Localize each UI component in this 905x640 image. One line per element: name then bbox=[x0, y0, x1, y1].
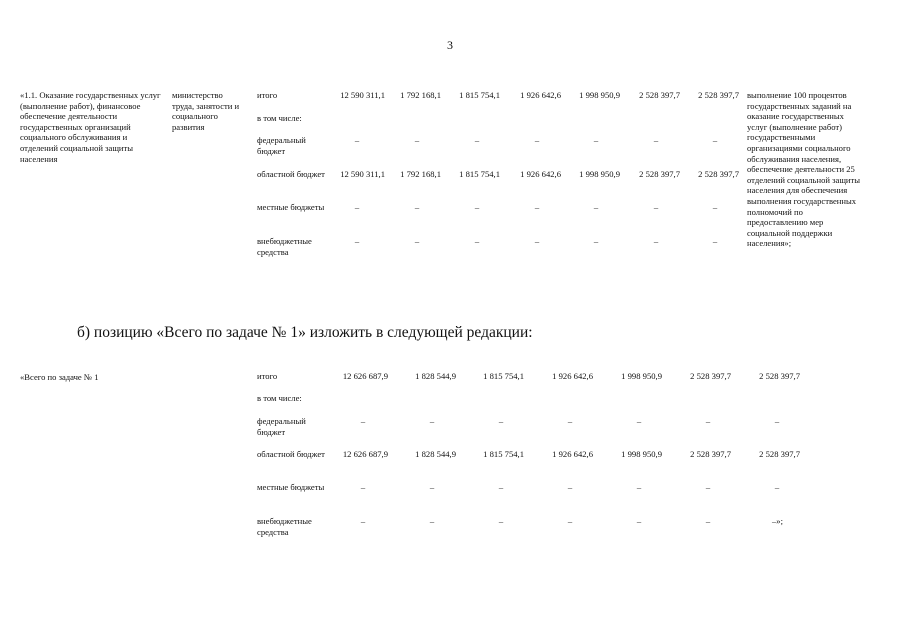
cell-value: – bbox=[429, 482, 435, 492]
cell-value: – bbox=[636, 516, 642, 526]
cell-value: 1 926 642,6 bbox=[520, 169, 561, 179]
table1-responsible: министерство труда, занятости и социального развития bbox=[172, 90, 240, 132]
cell-value: 1 815 754,1 bbox=[459, 169, 500, 179]
cell-value: – bbox=[414, 135, 420, 145]
cell-value: – bbox=[774, 482, 780, 492]
cell-value: 1 828 544,9 bbox=[415, 449, 456, 459]
cell-value: – bbox=[712, 135, 718, 145]
cell-value: – bbox=[360, 482, 366, 492]
cell-value: 12 590 311,1 bbox=[340, 90, 385, 100]
cell-value: 1 926 642,6 bbox=[552, 371, 593, 381]
cell-value: – bbox=[636, 482, 642, 492]
cell-value: – bbox=[774, 416, 780, 426]
cell-value: – bbox=[498, 482, 504, 492]
row-label: внебюджетные средства bbox=[257, 236, 312, 257]
cell-value: 1 998 950,9 bbox=[579, 90, 620, 100]
row-label: итого bbox=[257, 371, 278, 381]
cell-value: – bbox=[705, 416, 711, 426]
cell-value: 1 792 168,1 bbox=[400, 169, 441, 179]
cell-value: 2 528 397,7 bbox=[690, 449, 731, 459]
cell-value: 12 626 687,9 bbox=[342, 449, 388, 459]
cell-value: 2 528 397,7 bbox=[690, 371, 731, 381]
cell-value: – bbox=[354, 135, 360, 145]
cell-value: – bbox=[498, 416, 504, 426]
cell-value: – bbox=[712, 236, 718, 246]
cell-value: 1 998 950,9 bbox=[579, 169, 620, 179]
row-label: итого bbox=[257, 90, 278, 100]
row-label: областной бюджет bbox=[257, 169, 325, 179]
cell-value: 12 626 687,9 bbox=[342, 371, 388, 381]
cell-value: – bbox=[414, 202, 420, 212]
cell-value: – bbox=[429, 516, 435, 526]
cell-value: – bbox=[474, 135, 480, 145]
cell-value: – bbox=[712, 202, 718, 212]
cell-value: 2 528 397,7 bbox=[639, 169, 680, 179]
cell-value: – bbox=[593, 135, 599, 145]
cell-value: 1 792 168,1 bbox=[400, 90, 441, 100]
cell-value: – bbox=[498, 516, 504, 526]
cell-value: – bbox=[567, 516, 573, 526]
cell-value: 1 926 642,6 bbox=[552, 449, 593, 459]
cell-value: – bbox=[534, 236, 540, 246]
cell-value: – bbox=[360, 516, 366, 526]
cell-value: – bbox=[360, 416, 366, 426]
row-label: федеральный бюджет bbox=[257, 135, 306, 156]
cell-value: 1 815 754,1 bbox=[459, 90, 500, 100]
cell-value: 2 528 397,7 bbox=[639, 90, 680, 100]
cell-value: 12 590 311,1 bbox=[340, 169, 385, 179]
section-heading-b: б) позицию «Всего по задаче № 1» изложить в следующей редакции: bbox=[77, 324, 533, 341]
cell-value: 2 528 397,7 bbox=[698, 90, 739, 100]
cell-value: – bbox=[705, 516, 711, 526]
cell-value: 2 528 397,7 bbox=[698, 169, 739, 179]
page-number: 3 bbox=[447, 38, 453, 52]
cell-value: – bbox=[429, 416, 435, 426]
cell-value: 2 528 397,7 bbox=[759, 371, 800, 381]
cell-value: – bbox=[354, 236, 360, 246]
cell-value: 2 528 397,7 bbox=[759, 449, 800, 459]
row-label: местные бюджеты bbox=[257, 482, 325, 492]
cell-value: 1 926 642,6 bbox=[520, 90, 561, 100]
row-label: местные бюджеты bbox=[257, 202, 325, 212]
cell-value: – bbox=[534, 202, 540, 212]
cell-value: 1 815 754,1 bbox=[483, 449, 524, 459]
cell-value: – bbox=[593, 236, 599, 246]
row-label: в том числе: bbox=[257, 393, 302, 403]
cell-value: – bbox=[567, 482, 573, 492]
table2-total-label: «Всего по задаче № 1 bbox=[20, 372, 99, 382]
row-label: внебюджетные средства bbox=[257, 516, 312, 537]
cell-value: – bbox=[354, 202, 360, 212]
table1-task-description: «1.1. Оказание государственных услуг (выполнение работ), финансовое обеспечение деятельности государственных организаций социального обслуживания и отделений социальной защиты населения bbox=[20, 90, 161, 164]
cell-value: – bbox=[534, 135, 540, 145]
cell-value: – bbox=[653, 236, 659, 246]
cell-value: 1 998 950,9 bbox=[621, 449, 662, 459]
cell-value: – bbox=[414, 236, 420, 246]
table1-result-description: выполнение 100 процентов государственных заданий на оказание государственных услуг (выполнение работ) государственными организациями социального обслуживания населения, обеспечение деятельности 25 отделений социальной защиты населения для обеспечения выполнения государственных полномочий по предоставлению мер социальной поддержки населения»; bbox=[747, 90, 861, 249]
cell-value: – bbox=[474, 202, 480, 212]
row-label: в том числе: bbox=[257, 113, 302, 123]
cell-value: 1 828 544,9 bbox=[415, 371, 456, 381]
cell-value: – bbox=[705, 482, 711, 492]
cell-value: – bbox=[593, 202, 599, 212]
row-label: областной бюджет bbox=[257, 449, 325, 459]
cell-value: – bbox=[474, 236, 480, 246]
cell-value: 1 998 950,9 bbox=[621, 371, 662, 381]
row-label: федеральный бюджет bbox=[257, 416, 306, 437]
cell-value: – bbox=[653, 135, 659, 145]
cell-value: –»; bbox=[772, 516, 783, 526]
cell-value: – bbox=[567, 416, 573, 426]
cell-value: 1 815 754,1 bbox=[483, 371, 524, 381]
cell-value: – bbox=[636, 416, 642, 426]
cell-value: – bbox=[653, 202, 659, 212]
